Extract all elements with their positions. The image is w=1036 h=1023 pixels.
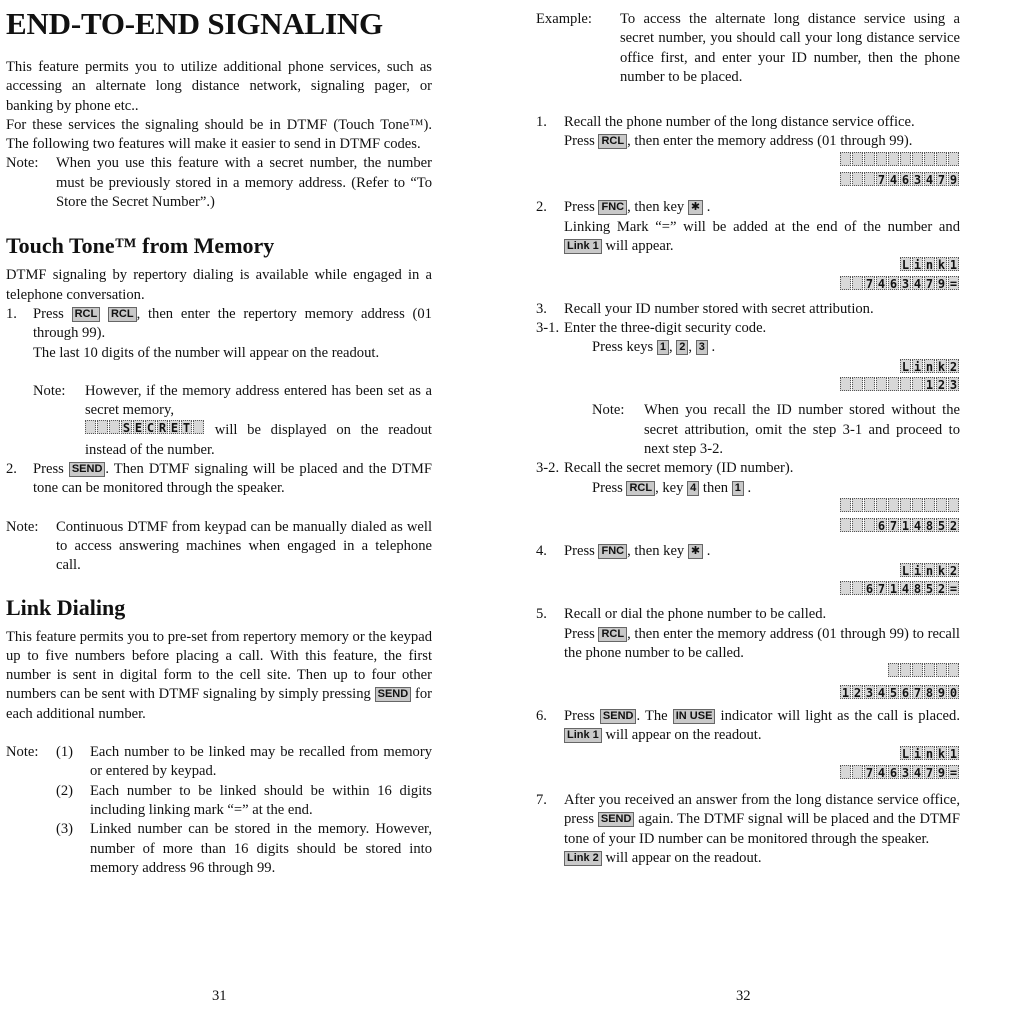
rcl-key: RCL <box>598 627 627 642</box>
step-6: 6. Press SEND . The IN USE indicator will light as the call is placed. Link 1 will appear on the readout. <box>536 707 960 744</box>
intro-paragraph-2: For these services the signaling should be in DTMF (Touch Tone™). The following two features will make it easier to send in DTMF codes. <box>6 116 432 153</box>
step-3-2: 3-2. Recall the secret memory (ID number). Press RCL , key 4 then 1 . <box>536 460 794 496</box>
rcl-key: RCL <box>598 134 627 149</box>
readout-3: L i n k 2 1 2 3 <box>536 358 960 398</box>
left-page <box>6 0 432 878</box>
link2-indicator: Link 2 <box>564 851 602 866</box>
step-3: 3. Recall your ID number stored with secret attribution. <box>536 300 874 317</box>
fnc-key: FNC <box>598 200 627 215</box>
link-dialing-intro: This feature permits you to pre-set from repertory memory or the keypad up to five numbers before placing a call. With this feature, the first number is sent in digital form to the cell site. Then up to four other numbers can be sent with DTMF signaling by simply pressing SEND for each additional number. <box>6 628 432 722</box>
step-5: 5. Recall or dial the phone number to be called. Press RCL , then enter the memory address (01 through 99) to recall the phone number to be called. <box>536 606 960 661</box>
readout-1: 7 4 6 3 4 7 9 <box>536 152 960 193</box>
star-key: ✱ <box>688 544 703 559</box>
send-key: SEND <box>375 687 412 702</box>
star-key: ✱ <box>688 200 703 215</box>
readout-4: 6 7 1 4 8 5 2 <box>536 498 960 539</box>
step-3-1: 3-1. Enter the three-digit security code. Press keys 1 , 2 , 3 . <box>536 320 767 356</box>
link1-indicator: Link 1 <box>564 728 602 743</box>
heading-touch-tone: Touch Tone™ from Memory <box>6 233 275 259</box>
rcl-key: RCL <box>108 307 137 322</box>
continuous-dtmf-note: Note: Continuous DTMF from keypad can be manually dialed as well to access answering machines when engaged in a telephone call. <box>6 518 432 574</box>
send-key: SEND <box>600 709 637 724</box>
fnc-key: FNC <box>598 544 627 559</box>
right-page <box>536 0 960 868</box>
intro-paragraph-1: This feature permits you to utilize additional phone services, such as accessing an alternate long distance network, signaling pager, or banking by phone etc.. <box>6 59 432 114</box>
secret-attribution-note: Note: When you recall the ID number stored without the secret attribution, omit the step 3-1 and proceed to next step 3-2. <box>592 402 960 457</box>
link-note-3: (3) Linked number can be stored in the memory. However, number of more than 16 digits should be stored into memory address 96 through 99. <box>56 821 432 876</box>
secret-memory-note: Note: However, if the memory address entered has been set as a secret memory, S E C R E T will be displayed on the readout instead of the number. <box>33 382 432 458</box>
touch-step-2: 2. Press SEND . Then DTMF signaling will be placed and the DTMF tone can be monitored through the speaker. <box>6 461 433 497</box>
rcl-key: RCL <box>626 481 655 496</box>
step-2: 2. Press FNC , then key ✱ . Linking Mark “=” will be added at the end of the number and Link 1 will appear. <box>536 199 960 254</box>
touch-step-1: 1. Press RCL RCL , then enter the repertory memory address (01 through 99). The last 10 digits of the number will appear on the readout. <box>6 305 432 361</box>
send-key: SEND <box>69 462 106 477</box>
readout-6: 1 2 3 4 5 6 7 8 9 0 <box>536 663 960 703</box>
link1-indicator: Link 1 <box>564 239 602 254</box>
secret-readout: S E C R E T <box>85 420 205 434</box>
touch-tone-intro: DTMF signaling by repertory dialing is available while engaged in a telephone conversation. <box>6 267 432 303</box>
step-7: 7. After you received an answer from the long distance service office, press SEND again. The DTMF signal will be placed and the DTMF tone of your ID number can be monitored through the speaker. Link 2 will appear on the readout. <box>536 791 960 866</box>
secret-number-note: Note: When you use this feature with a secret number, the number must be previously stored in a memory address. (Refer to “To Store the Secret Number”.) <box>6 155 432 211</box>
readout-7: L i n k 1 7 4 6 3 4 7 9 = <box>536 745 960 785</box>
step-1: 1. Recall the phone number of the long distance service office. Press RCL , then enter the memory address (01 through 99). <box>536 114 915 150</box>
heading-link-dialing: Link Dialing <box>6 594 126 620</box>
send-key: SEND <box>598 812 635 827</box>
page-number-left: 31 <box>212 988 227 1004</box>
readout-5: L i n k 2 6 7 1 4 8 5 2 = <box>536 562 960 602</box>
example-block: Example: To access the alternate long distance service using a secret number, you should call your long distance service office first, and enter your ID number, then the phone number to be placed. <box>536 11 960 85</box>
readout-2: L i n k 1 7 4 6 3 4 7 9 = <box>536 256 960 296</box>
page-title: END-TO-END SIGNALING <box>6 6 383 41</box>
in-use-indicator: IN USE <box>673 709 716 724</box>
link-note-2: (2) Each number to be linked should be within 16 digits including linking mark “=” at the end. <box>56 782 432 818</box>
link-note-1: Note: (1) Each number to be linked may be recalled from memory or entered by keypad. <box>6 744 432 780</box>
page-number-right: 32 <box>736 988 751 1004</box>
rcl-key: RCL <box>72 307 101 322</box>
step-4: 4. Press FNC , then key ✱ . <box>536 543 711 560</box>
